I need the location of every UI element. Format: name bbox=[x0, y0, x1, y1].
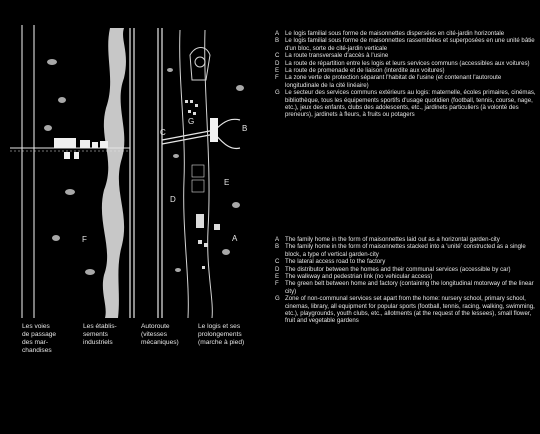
legend-entry bbox=[275, 266, 537, 273]
legend-entry bbox=[275, 258, 537, 265]
legend-english bbox=[275, 236, 537, 325]
caption-housing: Le logis et ses prolongements (marche à pied) bbox=[198, 323, 245, 346]
legend-key: B bbox=[275, 243, 280, 251]
legend-text: The family home in the form of maisonnettes laid out as a horizontal garden-city bbox=[285, 236, 500, 243]
legend-key: F bbox=[275, 74, 279, 82]
legend-key: G bbox=[275, 295, 280, 303]
legend-text: La route transversale d'accès à l'usine bbox=[285, 52, 389, 60]
legend-entry bbox=[275, 89, 537, 119]
legend-entry bbox=[275, 67, 537, 74]
legend-text: The family home in the form of maisonnettes stacked into a 'unité' constructed as a single block, a type of vertical garden-city bbox=[285, 243, 526, 258]
legend-text: Le logis familial sous forme de maisonnettes rassemblées et superposées en une unité bâtie d'un bloc, sorte de cité-jardin verticale bbox=[285, 37, 535, 52]
legend-text: The lateral access road to the factory bbox=[285, 258, 386, 266]
legend-text: La zone verte de protection séparant l'habitat de l'usine (et contenant l'autoroute longitudinale de la cité linéaire) bbox=[285, 74, 502, 89]
legend-entry bbox=[275, 30, 537, 37]
label-A: A bbox=[232, 234, 238, 243]
legend-entry bbox=[275, 280, 537, 295]
label-D: D bbox=[170, 195, 176, 204]
legend-key: C bbox=[275, 258, 280, 266]
legend-entry bbox=[275, 273, 537, 280]
caption-rail: Les voies de passage des mar- chandises bbox=[22, 323, 57, 354]
legend-entry bbox=[275, 236, 537, 243]
legend-text: The distributor between the homes and their communal services (accessible by car) bbox=[285, 265, 511, 273]
legend-key: F bbox=[275, 280, 279, 288]
legend-text: The walkway and pedestrian link (no vehicular access) bbox=[285, 273, 433, 281]
legend-key: A bbox=[275, 236, 280, 243]
legend-entry bbox=[275, 52, 537, 59]
legend-key: B bbox=[275, 37, 280, 45]
label-E: E bbox=[224, 178, 230, 187]
label-B: B bbox=[242, 124, 248, 133]
legend-french bbox=[275, 30, 537, 119]
legend-key: D bbox=[275, 59, 280, 67]
legend-text: Le logis familial sous forme de maisonnettes dispersées en cité-jardin horizontale bbox=[285, 30, 505, 37]
label-F: F bbox=[82, 235, 87, 244]
legend-key: E bbox=[275, 273, 280, 281]
legend-key: E bbox=[275, 67, 280, 75]
label-G: G bbox=[188, 117, 195, 126]
legend-key: A bbox=[275, 30, 280, 37]
legend-text: La route de promenade et de liaison (interdite aux voitures) bbox=[285, 67, 445, 75]
caption-motorway: Autoroute (vitesses mécaniques) bbox=[141, 323, 179, 346]
caption-industry: Les établis- sements industriels bbox=[83, 323, 117, 346]
legend-text: Le secteur des services communs extérieurs au logis: maternelle, écoles primaires, cinémas, bibliothèque, tous les équipements sportifs d'usage quotidien (football, tennis, course, nage, etc.), jeux des enfants, clubs des adolescents, etc., jardinets particuliers (à volonté des preneurs), jardinets à fleurs, à fruits ou potagers bbox=[285, 89, 536, 119]
linear-city-plan-diagram bbox=[0, 0, 272, 318]
legend-key: G bbox=[275, 89, 280, 97]
legend-entry bbox=[275, 295, 537, 325]
legend-key: D bbox=[275, 265, 280, 273]
legend-text: The green belt between home and factory (containing the longitudinal motorway of the linear city) bbox=[285, 280, 534, 295]
legend-key: C bbox=[275, 52, 280, 60]
legend-entry bbox=[275, 74, 537, 89]
legend-text: La route de répartition entre les logis et leurs services communs (accessibles aux voitures) bbox=[285, 59, 530, 67]
legend-entry bbox=[275, 60, 537, 67]
label-C: C bbox=[160, 128, 166, 137]
legend-entry bbox=[275, 243, 537, 258]
legend-text: Zone of non-communal services set apart from the home: nursery school, primary school, cinemas, library, all equipment for popular sports (football, tennis, racing, walking, swimming, etc.), playgrounds, youth clubs, etc., allotments (at the request of the lessees), small flower, fruit and vegetable gardens bbox=[285, 295, 535, 325]
legend-entry bbox=[275, 37, 537, 52]
